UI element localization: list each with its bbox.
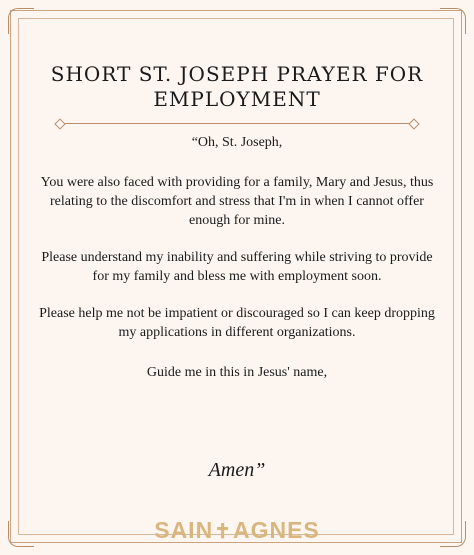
title-line-2: EMPLOYMENT xyxy=(153,87,321,111)
title-line-1: SHORT ST. JOSEPH PRAYER FOR xyxy=(50,62,424,86)
corner-ornament-top-right xyxy=(440,8,466,34)
prayer-paragraph-2: Please understand my inability and suffering while striving to provide for my family and bless me with employment soon. xyxy=(41,250,433,284)
prayer-closing: Amen” xyxy=(208,459,266,481)
cross-icon: ✝ xyxy=(214,521,232,543)
logo-text-agnes: AGNES xyxy=(232,517,320,543)
page-title xyxy=(40,62,434,112)
prayer-paragraph-4: Guide me in this in Jesus' name, xyxy=(146,365,328,380)
prayer-paragraph-3: Please help me not be impatient or discouraged so I can keep dropping my applications in different organizations. xyxy=(39,306,435,340)
corner-ornament-top-left xyxy=(8,8,34,34)
title-divider xyxy=(60,123,414,124)
prayer-paragraph-1: You were also faced with providing for a family, Mary and Jesus, thus relating to the discomfort and stress that I'm in when I cannot offer enough for mine. xyxy=(40,175,434,228)
prayer-body xyxy=(36,133,438,382)
brand-logo xyxy=(0,517,474,544)
logo-text-saint: SAIN xyxy=(154,517,214,543)
prayer-greeting: “Oh, St. Joseph, xyxy=(191,135,283,150)
